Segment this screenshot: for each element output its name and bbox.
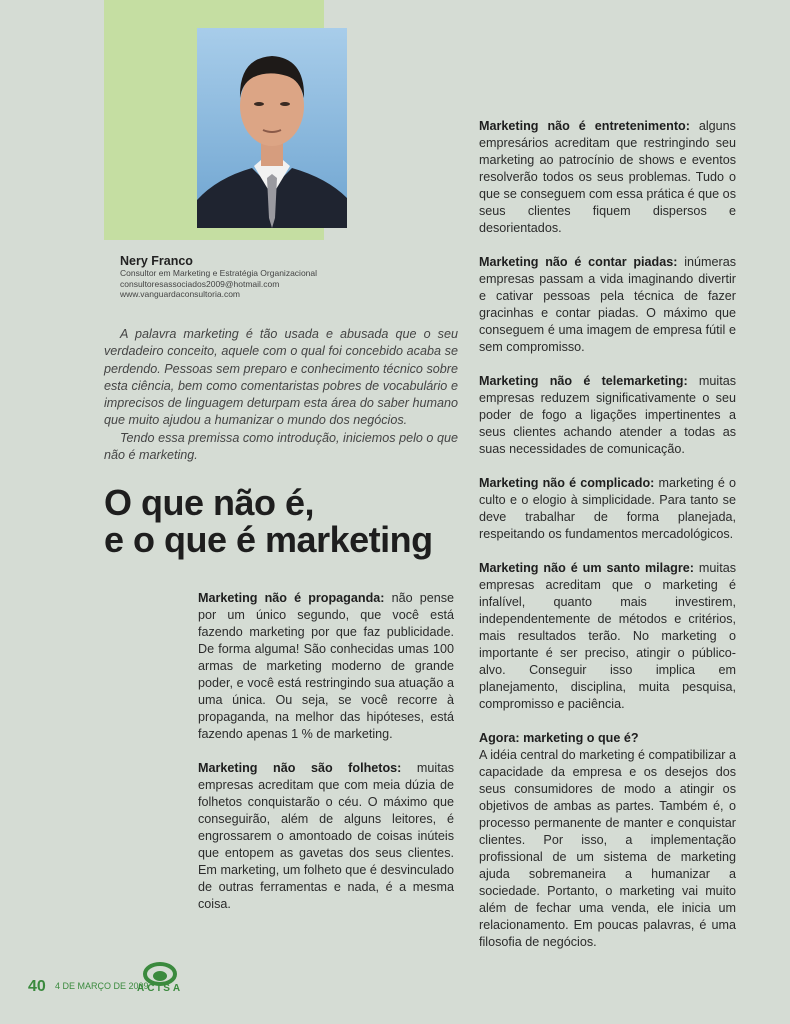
article-paragraph (479, 254, 736, 356)
paragraph-text: muitas empresas reduzem significativamente o seu poder de fogo a ligações impertinentes a seus clientes achando atender a todas as suas necessidades de comunicação. (479, 374, 736, 456)
article-headline (104, 484, 484, 558)
author-photo (197, 28, 347, 228)
intro-paragraph: Tendo essa premissa como introdução, iniciemos pelo o que não é marketing. (104, 430, 458, 463)
paragraph-text: alguns empresários acreditam que restringindo seu marketing ao patrocínio de shows e eventos resolverão todos os seus problemas. Tudo o que se conseguem com essa prática é que os seus clientes fiquem dispersos e desorientados. (479, 119, 736, 235)
article-paragraph (479, 560, 736, 713)
paragraph-text: não pense por um único segundo, que você está fazendo marketing por que faz publicidade. De forma alguma! São conhecidas umas 100 armas de marketing moderno de grande poder, e você está restringindo sua atuação a uma única. Ou seja, se você recorre à propaganda, na melhor das hipóteses, está fazendo apenas 1 % de marketing. (198, 591, 455, 741)
article-paragraph (198, 590, 454, 743)
author-email: consultoresassociados2009@hotmail.com (120, 278, 280, 289)
article-paragraph (479, 730, 736, 951)
left-column (198, 590, 454, 930)
page-number: 40 (28, 978, 46, 995)
intro-paragraph: A palavra marketing é tão usada e abusada que o seu verdadeiro conceito, aquele com o qual foi concebido acaba se perdendo. Pessoas sem preparo e conhecimento técnico sobre esta ciência, bem como comentaristas pobres de vocabulário e imprecisos de linguagem deturpam esta área do saber humano que muito ajudou a humanizar o mundo dos negócios. (104, 327, 458, 428)
paragraph-text: A idéia central do marketing é compatibilizar a capacidade da empresa e os desejos dos seus consumidores de modo a atingir os objetivos de ambas as partes. Também é, o processo permanente de manter e conquistar clientes. Por isso, a implementação profissional de um sistema de marketing ajuda sobremaneira a humanizar a sociedade. Portanto, o marketing vai muito além de fechar uma venda, ele inicia um relacionamento. Em poucas palavras, é uma filosofia de negócios. (479, 748, 736, 949)
right-column (479, 118, 736, 968)
article-paragraph (479, 118, 736, 237)
paragraph-lead: Marketing não são folhetos: (198, 761, 402, 775)
paragraph-text: muitas empresas acreditam que com meia dúzia de folhetos conquistarão o céu. O máximo que conseguirão, além de alguns leitores, é engrossarem o amontoado de coisas inúteis que entopem as gavetas dos seus clientes. Em marketing, um folheto que é desvinculado de outras ferramentas e nada, é a mesma coisa. (198, 761, 454, 911)
section-heading: Agora: marketing o que é? (479, 731, 639, 745)
author-info (120, 254, 380, 300)
issue-date: 4 DE MARÇO DE 2009 (55, 981, 149, 991)
paragraph-lead: Marketing não é contar piadas: (479, 255, 678, 269)
paragraph-text: inúmeras empresas passam a vida imaginando divertir e cativar pessoas pela técnica de fazer gracinhas e contar piadas. O máximo que conseguem é uma imagem de empresa fútil e sem compromisso. (479, 255, 736, 354)
headline-line: O que não é, (104, 482, 315, 523)
paragraph-lead: Marketing não é um santo milagre: (479, 561, 694, 575)
article-paragraph (479, 475, 736, 543)
paragraph-text: marketing é o culto e o elogio à simplicidade. Para tanto se deve trabalhar de forma planejada, respeitando os fundamentos mercadológicos. (479, 476, 736, 541)
article-paragraph (479, 373, 736, 458)
paragraph-lead: Marketing não é telemarketing: (479, 374, 688, 388)
intro-text (104, 326, 458, 464)
paragraph-lead: Marketing não é entretenimento: (479, 119, 690, 133)
portrait-image (197, 28, 347, 228)
logo-text: ACISA (137, 983, 184, 994)
headline-line: e o que é marketing (104, 519, 433, 560)
author-name: Nery Franco (120, 254, 193, 268)
article-paragraph (198, 760, 454, 913)
author-website: www.vanguardaconsultoria.com (120, 289, 241, 299)
paragraph-text: muitas empresas acreditam que o marketing é infalível, quanto mais investirem, independentemente de métodos e critérios, mais resultados terão. No marketing o importante é ser preciso, atingir o público-alvo. Conseguir isso implica em planejamento, disciplina, muita pesquisa, compromisso e paciência. (479, 561, 737, 711)
author-title: Consultor em Marketing e Estratégia Organizacional (120, 268, 318, 278)
paragraph-lead: Marketing não é complicado: (479, 476, 655, 490)
paragraph-lead: Marketing não é propaganda: (198, 591, 385, 605)
